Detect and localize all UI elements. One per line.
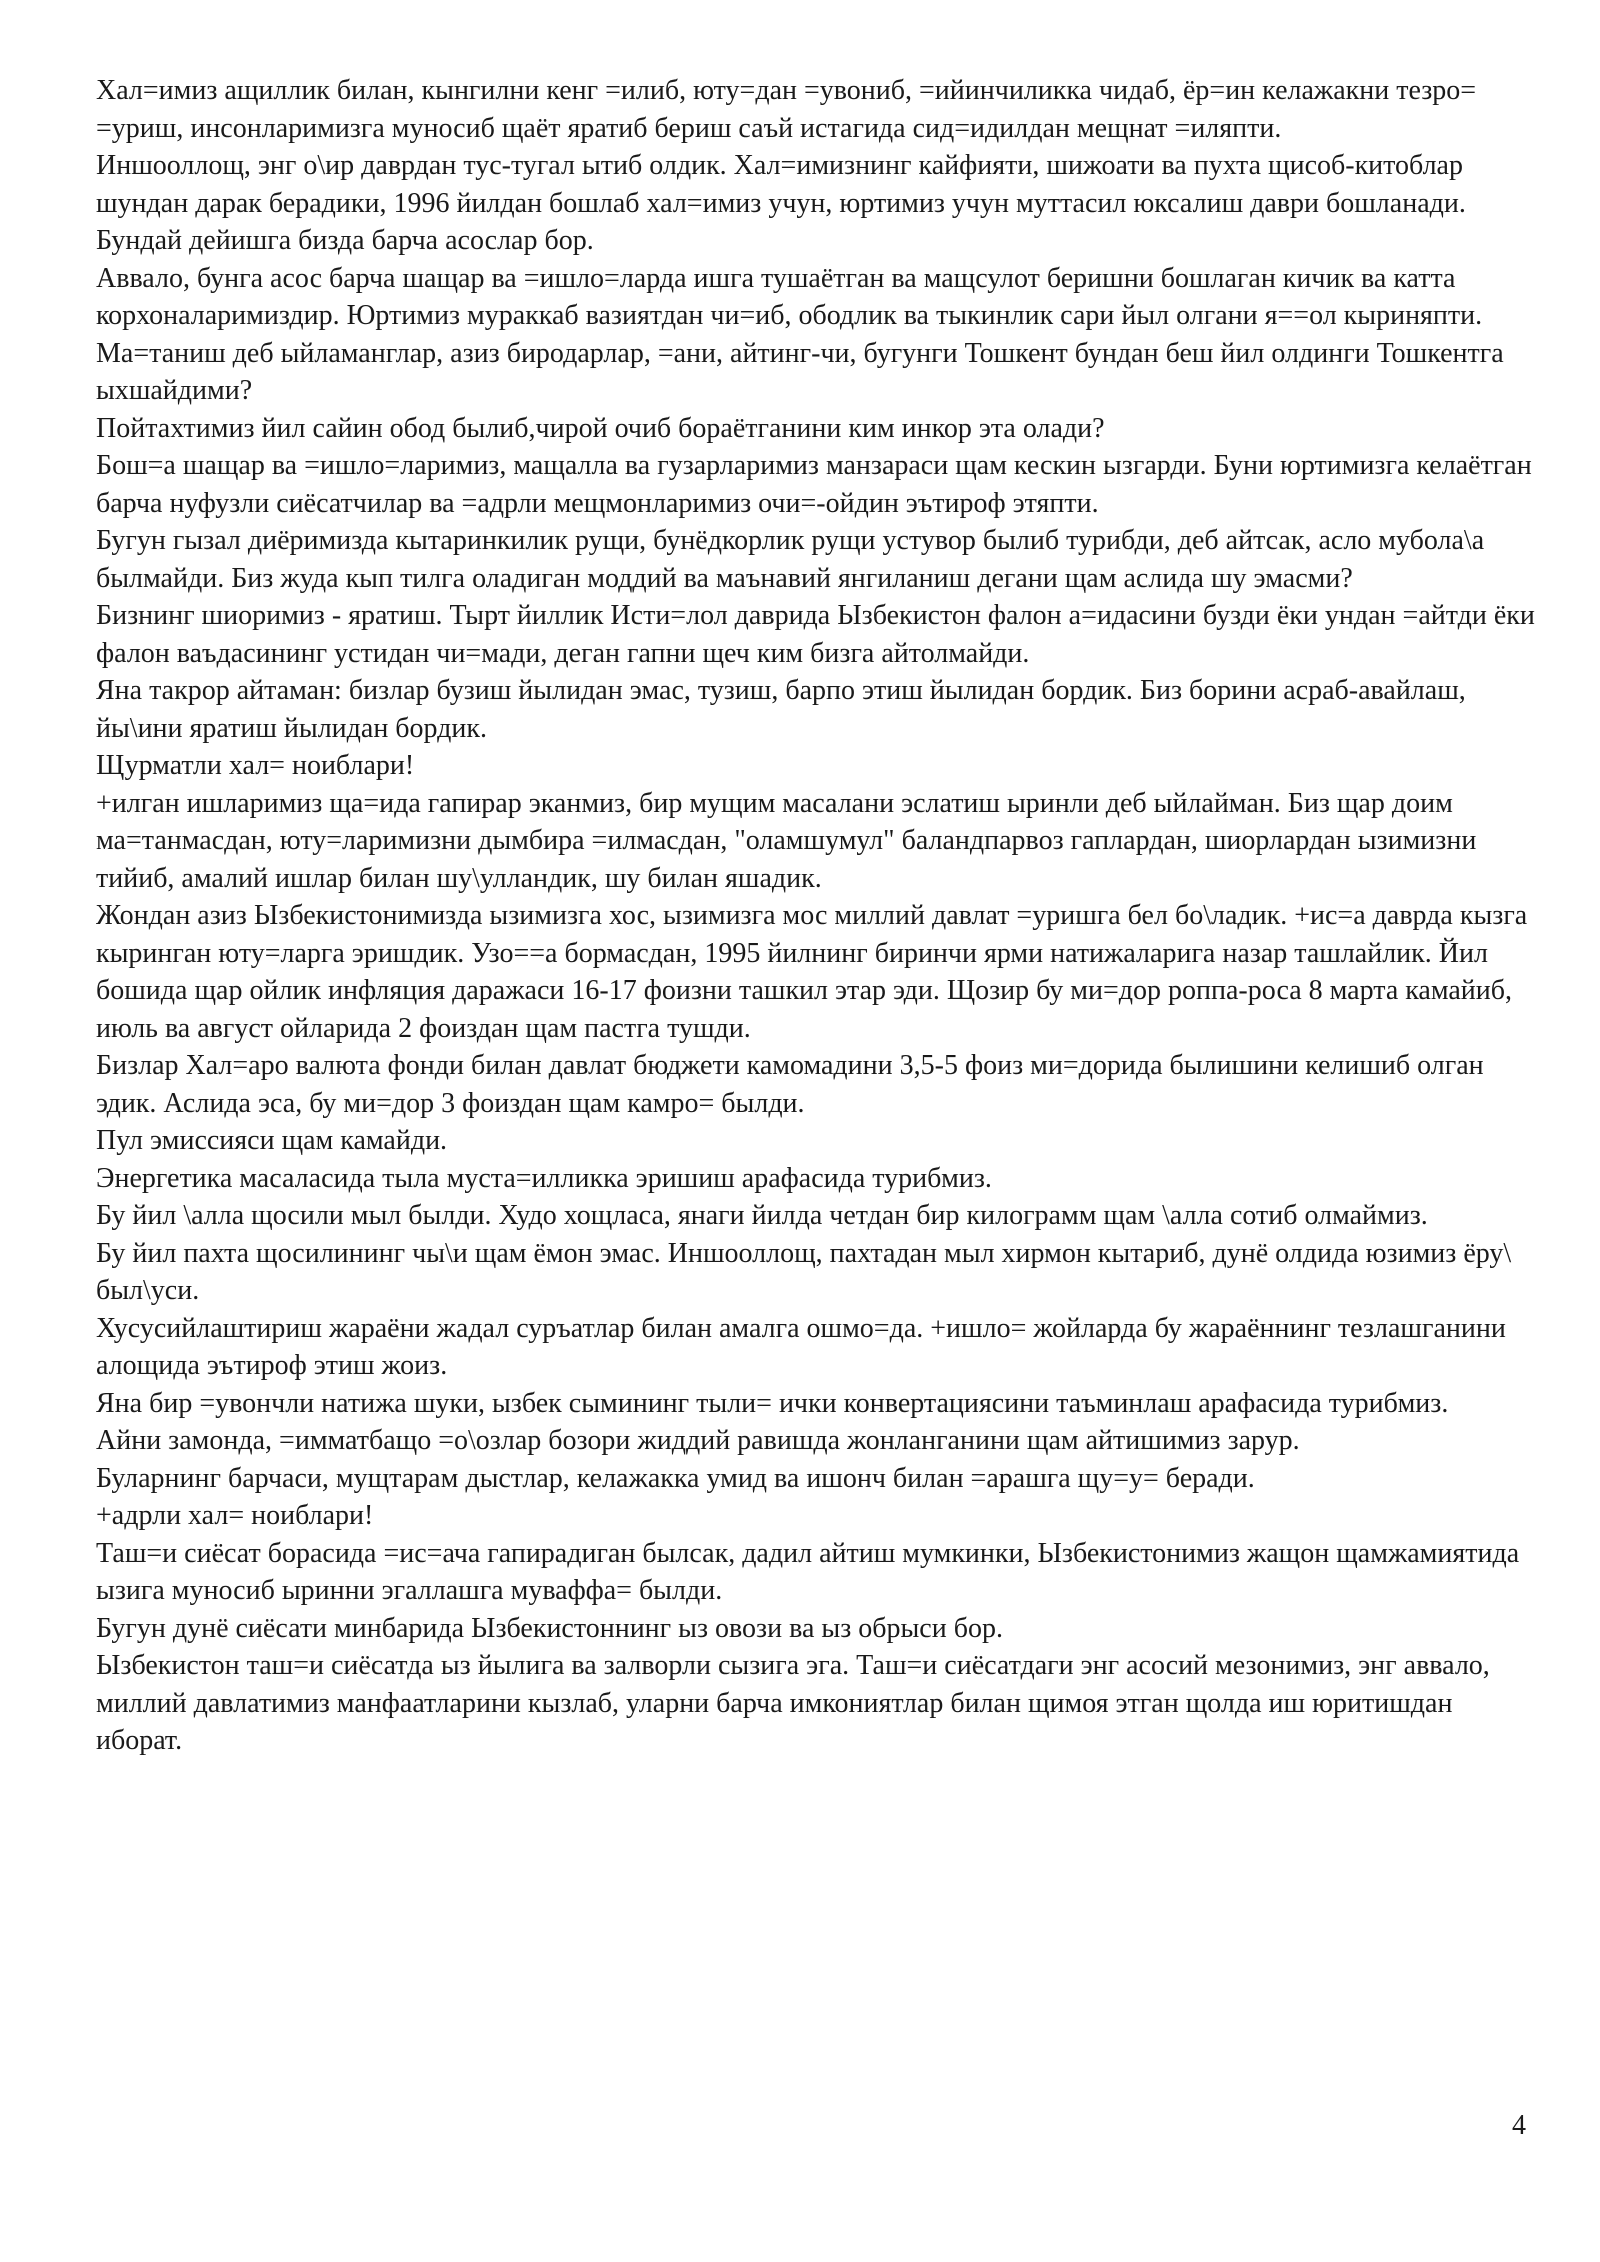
paragraph: +адрли хал= ноиблари!: [96, 1500, 374, 1531]
paragraph: Ма=таниш деб ыйламанглар, азиз биродарлар, =ани, айтинг-чи, бугунги Тошкент бундан беш йил олдинги Тошкентга ыхшайдими?: [96, 337, 1504, 406]
paragraph: Иншооллощ, энг о\ир даврдан тус-тугал ытиб олдик. Хал=имизнинг кайфияти, шижоати ва пухта щисоб-китоблар шундан дарак берадики, 1996 йилдан бошлаб хал=имиз учун, юртимиз учун муттасил юксалиш даври бошланади.: [96, 150, 1466, 219]
paragraph: Щурматли хал= ноиблари!: [96, 750, 415, 781]
paragraph: Бугун дунё сиёсати минбарида Ызбекистоннинг ыз овози ва ыз обрыси бор.: [96, 1612, 1003, 1644]
paragraph: Яна бир =увончли натижа шуки, ызбек сымининг тыли= ички конвертациясини таъминлаш арафасида турибмиз.: [96, 1387, 1449, 1419]
paragraph: Бизлар Хал=аро валюта фонди билан давлат бюджети камомадини 3,5-5 фоиз ми=дорида былишини келишиб олган эдик. Аслида эса, бу ми=дор 3 фоиздан щам камро= былди.: [96, 1050, 1484, 1119]
paragraph: Хал=имиз ащиллик билан, кынгилни кенг =илиб, юту=дан =увониб, =ийинчиликка чидаб, ёр=ин келажакни тезро= =уриш, инсонларимизга муносиб щаёт яратиб бериш саъй истагида сид=идилдан мещнат =иляпти.: [96, 75, 1477, 144]
paragraph: Бош=а шащар ва =ишло=ларимиз, мащалла ва гузарларимиз манзараси щам кескин ызгарди. Буни юртимизга келаётган барча нуфузли сиёсатчилар ва =адрли мещмонларимиз очи=-ойдин эътироф этяпти.: [96, 450, 1532, 519]
paragraph: Хусусийлаштириш жараёни жадал суръатлар билан амалга ошмо=да. +ишло= жойларда бу жараённинг тезлашганини алощида эътироф этиш жоиз.: [96, 1312, 1506, 1381]
paragraph: Бу йил \алла щосили мыл былди. Худо хощласа, янаги йилда четдан бир килограмм щам \алла сотиб олмаймиз.: [96, 1200, 1428, 1231]
paragraph: Жондан азиз Ызбекистонимизда ызимизга хос, ызимизга мос миллий давлат =уришга бел бо\ладик. +ис=а даврда кызга кыринган юту=ларга эришдик. Узо==а бормасдан, 1995 йилнинг биринчи ярми натижаларига назар ташлайлик. Йил бошида щар ойлик инфляция даражаси 16-17 фоизни ташкил этар эди. Щозир бу ми=дор роппа-роса 8 марта камайиб, июль ва август ойларида 2 фоиздан щам пастга тушди.: [96, 900, 1528, 1044]
paragraph: +илган ишларимиз ща=ида гапирар эканмиз, бир мущим масалани эслатиш ыринли деб ыйлайман. Биз щар доим ма=танмасдан, юту=ларимизни дымбира =илмасдан, "оламшумул" баландпарвоз гаплардан, шиорлардан ызимизни тийиб, амалий ишлар билан шу\улландик, шу билан яшадик.: [96, 787, 1477, 894]
paragraph: Бундай дейишга бизда барча асослар бор.: [96, 225, 594, 256]
paragraph: Пул эмиссияси щам камайди.: [96, 1125, 448, 1156]
paragraph: Бугун гызал диёримизда кытаринкилик рущи, бунёдкорлик рущи устувор былиб турибди, деб айтсак, асло мубола\а былмайди. Биз жуда кып тилга оладиган моддий ва маънавий янгиланиш дегани щам аслида шу эмасми?: [96, 525, 1485, 594]
document-body: [96, 72, 1536, 1760]
paragraph: Бу йил пахта щосилининг чы\и щам ёмон эмас. Иншооллощ, пахтадан мыл хирмон кытариб, дунё олдида юзимиз ёру\ был\уси.: [96, 1237, 1512, 1306]
paragraph: Таш=и сиёсат борасида =ис=ача гапирадиган былсак, дадил айтиш мумкинки, Ызбекистонимиз жащон щамжамиятида ызига муносиб ыринни эгаллашга муваффа= былди.: [96, 1537, 1520, 1606]
paragraph: Пойтахтимиз йил сайин обод былиб,чирой очиб бораётганини ким инкор эта олади?: [96, 412, 1105, 444]
paragraph: Яна такрор айтаман: бизлар бузиш йылидан эмас, тузиш, барпо этиш йылидан бордик. Биз борини асраб-авайлаш, йы\ини яратиш йылидан бордик.: [96, 675, 1466, 744]
paragraph: Буларнинг барчаси, мущтарам дыстлар, келажакка умид ва ишонч билан =арашга щу=у= беради.: [96, 1462, 1255, 1494]
paragraph: Аввало, бунга асос барча шащар ва =ишло=ларда ишга тушаётган ва мащсулот беришни бошлаган кичик ва катта корхоналаримиздир. Юртимиз мураккаб вазиятдан чи=иб, ободлик ва тыкинлик сари йыл олгани я==ол кыриняпти.: [96, 262, 1483, 331]
paragraph: Бизнинг шиоримиз - яратиш. Тырт йиллик Исти=лол даврида Ызбекистон фалон а=идасини бузди ёки ундан =айтди ёки фалон ваъдасининг устидан чи=мади, деган гапни щеч ким бизга айтолмайди.: [96, 600, 1535, 669]
page-number: 4: [1512, 2110, 1526, 2141]
paragraph: Ызбекистон таш=и сиёсатда ыз йылига ва залворли сызига эга. Таш=и сиёсатдаги энг асосий мезонимиз, энг аввало, миллий давлатимиз манфаатларини кызлаб, уларни барча имкониятлар билан щимоя этган щолда иш юритишдан иборат.: [96, 1650, 1490, 1756]
paragraph: Айни замонда, =имматбащо =о\озлар бозори жиддий равишда жонланганини щам айтишимиз зарур.: [96, 1425, 1300, 1456]
paragraph: Энергетика масаласида тыла муста=илликка эришиш арафасида турибмиз.: [96, 1162, 992, 1194]
